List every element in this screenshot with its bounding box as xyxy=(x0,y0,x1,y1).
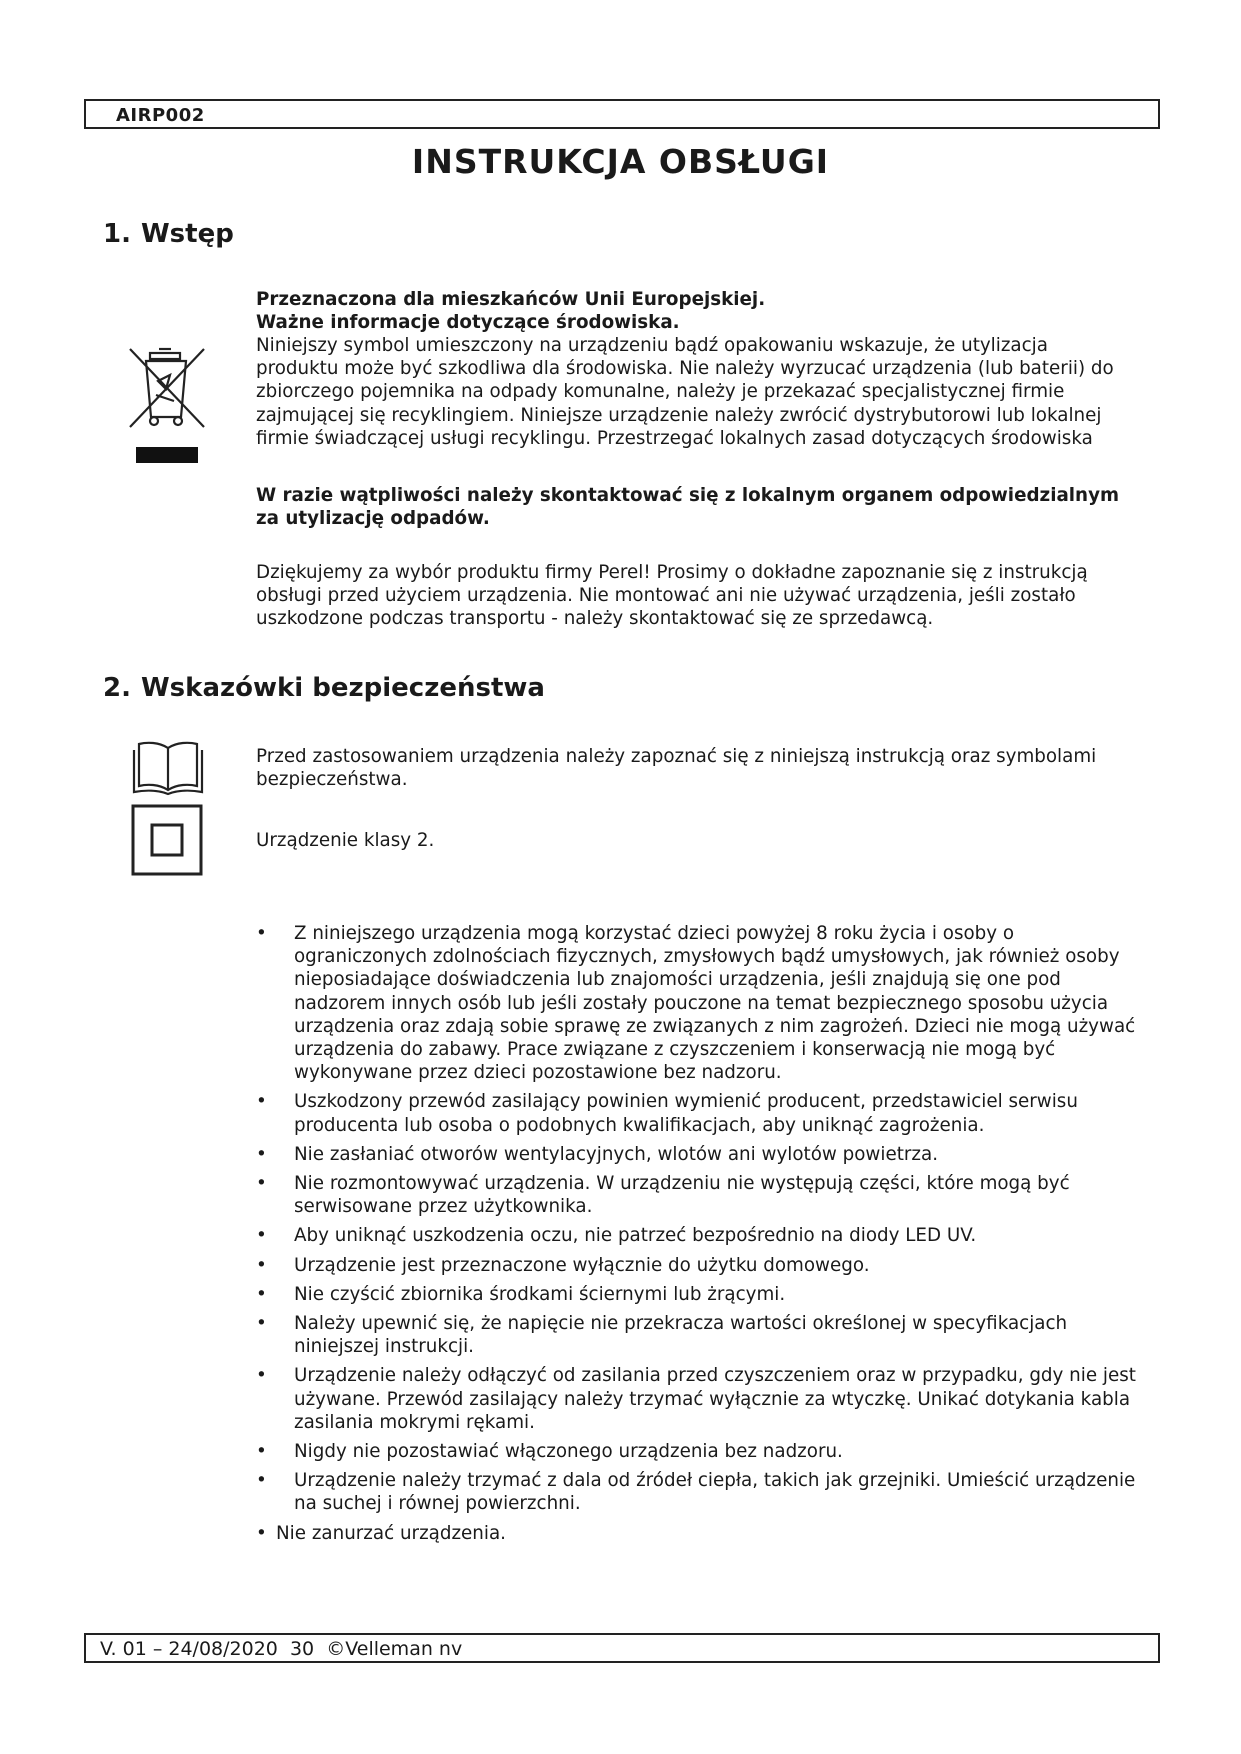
bullet: • xyxy=(256,1173,267,1195)
list-item: • Z niniejszego urządzenia mogą korzystać dzieci powyżej 8 roku życia i osoby o ograniczonych zdolnościach fizycznych, zmysłowych bądź umysłowych, jak również osoby nieposiadające doświadczenia lub znajomości urządzenia, jeśli znajdują się one pod nadzorem innych osób lub jeśli zostały pouczone na temat bezpiecznego sposobu użycia urządzenia oraz zdają sobie sprawę ze związanych z nim zagrożeń. Dzieci nie mogą używać urządzenia do zabawy. Prace związane z czyszczeniem i konserwacją nie mogą być wykonywane przez dzieci pozostawione bez nadzoru. xyxy=(256,923,1136,1084)
thanks-text: Dziękujemy za wybór produktu firmy Perel! Prosimy o dokładne zapoznanie się z instrukcją obsługi przed użyciem urządzenia. Nie montować ani nie używać urządzenia, jeśli zostało uszkodzone podczas transportu - należy skontaktować się ze sprzedawcą. xyxy=(256,562,1088,630)
list-item: • Aby uniknąć uszkodzenia oczu, nie patrzeć bezpośrednio na diody LED UV. xyxy=(256,1225,977,1247)
list-item: • Nie rozmontowywać urządzenia. W urządzeniu nie występują części, które mogą być serwisowane przez użytkownika. xyxy=(256,1173,1070,1218)
section-1-heading xyxy=(103,219,234,249)
list-item: • Urządzenie należy trzymać z dala od źródeł ciepła, takich jak grzejniki. Umieścić urządzenie na suchej i równej powierzchni. xyxy=(256,1470,1136,1515)
bullet: • xyxy=(256,1225,267,1247)
bullet: • xyxy=(256,1254,267,1276)
list-item: • Należy upewnić się, że napięcie nie przekracza wartości określonej w specyfikacjach niniejszej instrukcji. xyxy=(256,1313,1068,1358)
weee-bin-icon xyxy=(126,345,208,467)
footer-box xyxy=(84,1633,1160,1663)
list-item: • Nie zanurzać urządzenia. xyxy=(256,1522,506,1544)
header-box xyxy=(84,99,1160,129)
bullet: • xyxy=(256,1522,267,1544)
bullet: • xyxy=(256,1470,267,1492)
section-1-number: 1. xyxy=(103,219,131,249)
list-item: • Nie zasłaniać otworów wentylacyjnych, wlotów ani wylotów powietrza. xyxy=(256,1143,939,1165)
page-title: INSTRUKCJA OBSŁUGI xyxy=(411,142,830,181)
weee-notice-env: Ważne informacje dotyczące środowiska. xyxy=(256,312,680,333)
bullet: • xyxy=(256,1441,267,1463)
bullet: • xyxy=(256,1365,267,1387)
section-2-number: 2. xyxy=(103,673,131,703)
weee-notice-eu: Przeznaczona dla mieszkańców Unii Europejskiej. xyxy=(256,289,766,310)
section-2-heading xyxy=(103,673,545,703)
safety-list xyxy=(256,922,1136,1551)
product-code: AIRP002 xyxy=(116,105,205,126)
list-item: • Uszkodzony przewód zasilający powinien wymienić producent, przedstawiciel serwisu producenta lub osoba o podobnych kwalifikacjach, aby uniknąć zagrożenia. xyxy=(256,1091,1078,1136)
list-item: • Nigdy nie pozostawiać włączonego urządzenia bez nadzoru. xyxy=(256,1441,843,1463)
section-2-title: Wskazówki bezpieczeństwa xyxy=(141,673,545,703)
manual-note: Przed zastosowaniem urządzenia należy zapoznać się z niniejszą instrukcją oraz symbolami bezpieczeństwa. xyxy=(256,746,1097,791)
bullet: • xyxy=(256,1283,267,1305)
manual-book-icon xyxy=(131,738,205,796)
weee-contact-note: W razie wątpliwości należy skontaktować się z lokalnym organem odpowiedzialnym za utylizację odpadów. xyxy=(256,485,1120,530)
bullet: • xyxy=(256,1313,267,1335)
list-item: • Urządzenie należy odłączyć od zasilania przed czyszczeniem oraz w przypadku, gdy nie jest używane. Przewód zasilający należy trzymać wyłącznie za wtyczkę. Unikać dotykania kabla zasilania mokrymi rękami. xyxy=(256,1365,1136,1433)
list-item: • Nie czyścić zbiornika środkami ściernymi lub żrącymi. xyxy=(256,1283,786,1305)
bullet: • xyxy=(256,923,267,944)
weee-body-text: Niniejszy symbol umieszczony na urządzeniu bądź opakowaniu wskazuje, że utylizacja produktu może być szkodliwa dla środowiska. Nie należy wyrzucać urządzenia (lub baterii) do zbiorczego pojemnika na odpady komunalne, należy je przekazać specjalistycznej firmie zajmującej się recyklingiem. Niniejsze urządzenie należy zwrócić dystrybutorowi lub lokalnej firmie świadczącej usługi recyklingu. Przestrzegać lokalnych zasad dotyczących środowiska xyxy=(256,335,1114,449)
footer-text: V. 01 – 24/08/2020 30 ©Velleman nv xyxy=(100,1638,463,1660)
class-2-note: Urządzenie klasy 2. xyxy=(256,830,435,851)
list-item: • Urządzenie jest przeznaczone wyłącznie do użytku domowego. xyxy=(256,1254,870,1276)
class-2-icon xyxy=(131,804,203,876)
bullet: • xyxy=(256,1091,267,1113)
bullet: • xyxy=(256,1143,267,1165)
section-1-title: Wstęp xyxy=(141,219,234,249)
